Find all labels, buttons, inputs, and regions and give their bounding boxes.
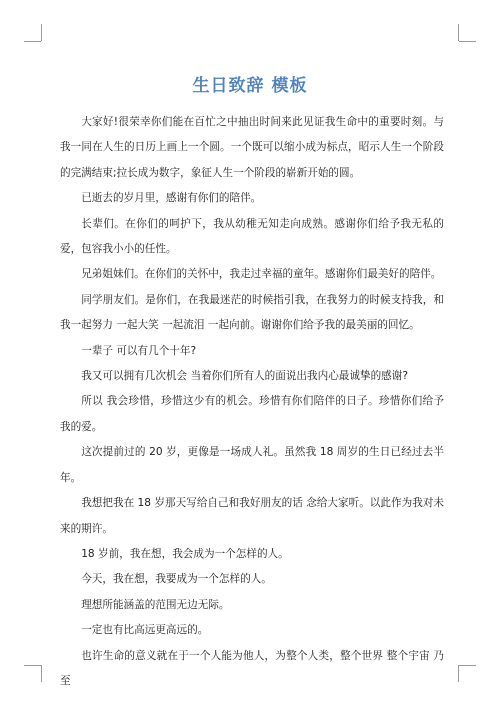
- crop-mark-top-left: [24, 41, 41, 42]
- paragraph: 18 岁前，我在想，我会成为一个怎样的人。: [81, 547, 289, 560]
- paragraph: 一定也有比高远更高远的。: [81, 624, 209, 637]
- paragraph: 一辈子 可以有几个十年?: [81, 344, 197, 357]
- document-body: [60, 110, 444, 694]
- document-title: 生日致辞 模板: [192, 76, 308, 97]
- paragraph: 所以 我会珍惜，珍惜这少有的机会。珍惜有你们陪伴的日子。珍惜你们给予我的爱。: [60, 395, 444, 433]
- crop-mark-top-right: [459, 41, 476, 42]
- paragraph: 今天，我在想，我要成为一个怎样的人。: [81, 573, 272, 586]
- paragraph: 大家好!很荣幸你们能在百忙之中抽出时间来此见证我生命中的重要时刻。与我一同在人生的日历上画上一个圆。一个既可以缩小成为标点，昭示人生一个阶段的完满结束;拉长成为数字，象征人生一个阶段的崭新开始的圆。: [60, 116, 444, 179]
- paragraph: 已逝去的岁月里，感谢有你们的陪伴。: [81, 192, 262, 205]
- paragraph: 我想把我在 18 岁那天写给自己和我好朋友的话 念给大家听。以此作为我对未来的期许。: [60, 497, 444, 535]
- crop-mark-bottom-right: [458, 665, 459, 682]
- paragraph: 理想所能涵盖的范围无边无际。: [81, 598, 230, 611]
- crop-mark-bottom-left: [24, 665, 41, 666]
- paragraph: 兄弟姐妹们。在你们的关怀中，我走过幸福的童年。感谢你们最美好的陪伴。: [81, 268, 442, 281]
- crop-mark-top-left: [41, 24, 42, 41]
- paragraph: 同学朋友们。是你们，在我最迷茫的时候指引我，在我努力的时候支持我，和我一起努力 一起大笑 一起流泪 一起向前。谢谢你们给予我的最美丽的回忆。: [60, 293, 444, 332]
- crop-mark-bottom-right: [459, 665, 476, 666]
- paragraph: 我又可以拥有几次机会 当着你们所有人的面说出我内心最诚挚的感谢?: [81, 370, 408, 383]
- paragraph: 也许生命的意义就在于一个人能为他人，为整个人类，整个世界 整个宇宙 乃至: [60, 649, 444, 687]
- paragraph: 这次提前过的 20 岁，更像是一场成人礼。虽然我 18 周岁的生日已经过去半年。: [60, 446, 444, 484]
- paragraph: 长辈们。在你们的呵护下，我从幼稚无知走向成熟。感谢你们给予我无私的爱，包容我小小的任性。: [60, 217, 444, 256]
- crop-mark-bottom-left: [41, 665, 42, 682]
- crop-mark-top-right: [458, 24, 459, 41]
